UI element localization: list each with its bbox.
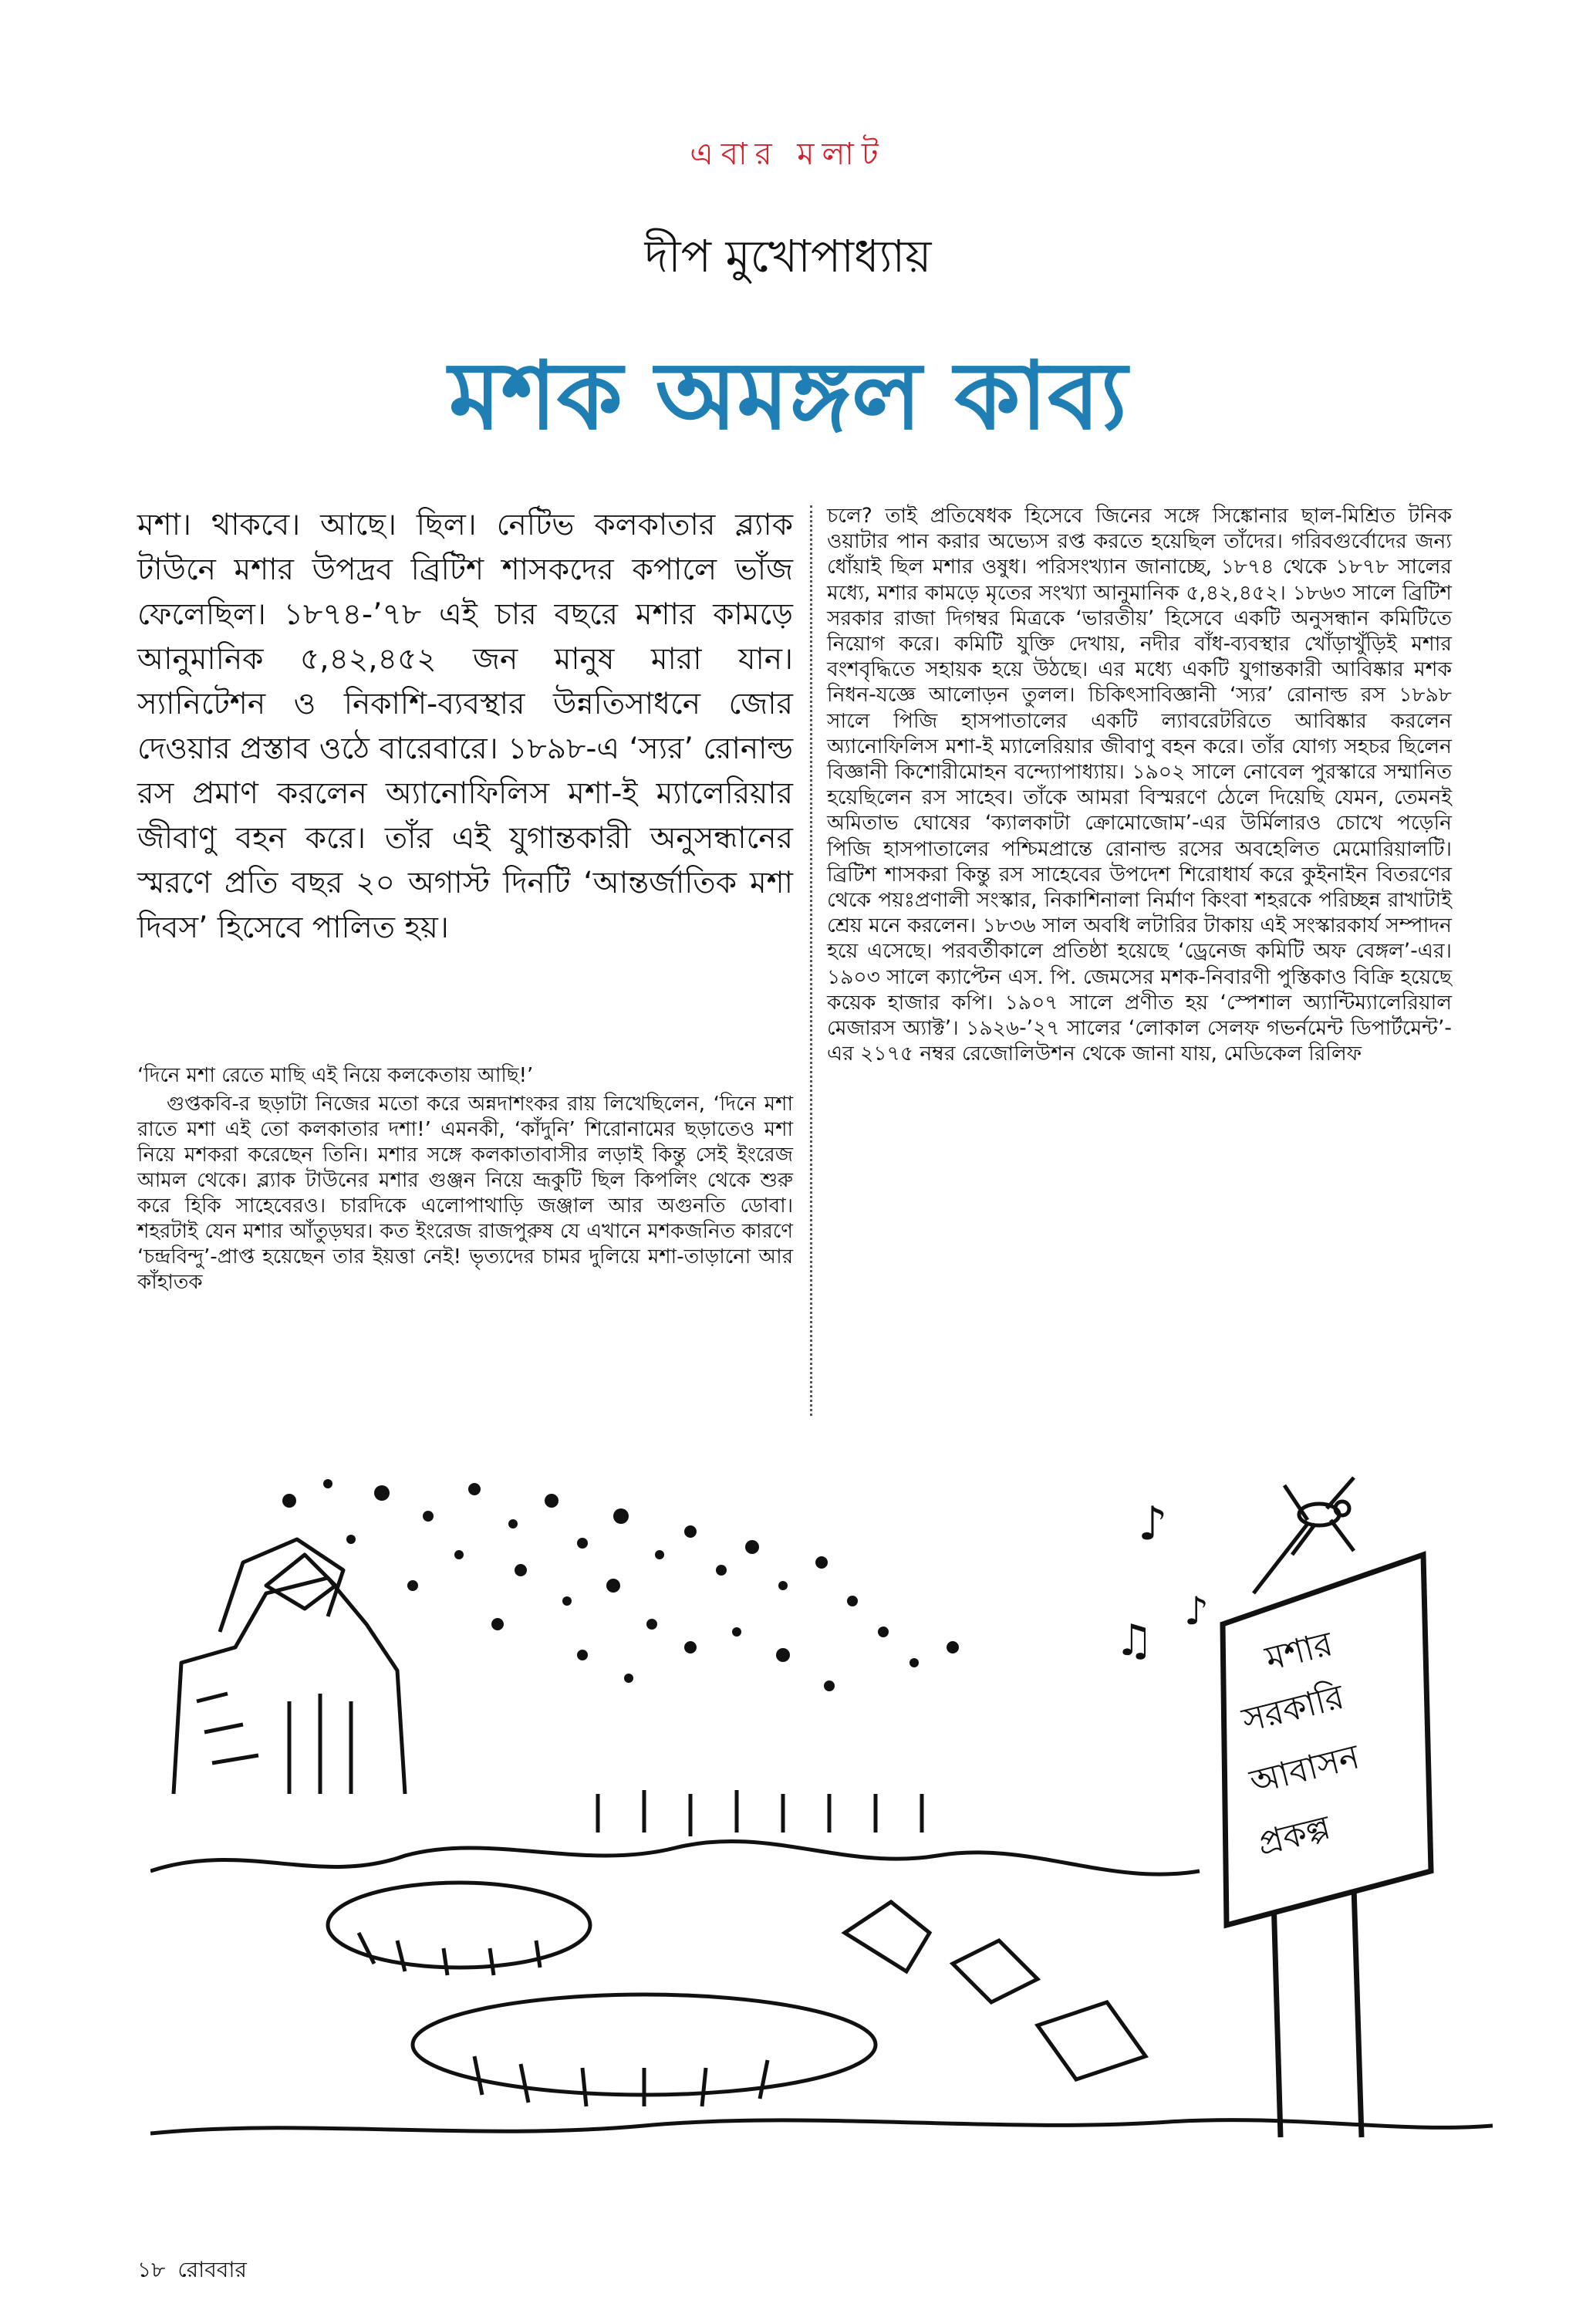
sign-line-3: আবাসন — [1246, 1737, 1364, 1802]
page-number: ১৮ — [137, 2257, 166, 2282]
section-kicker: এবার মলাট — [690, 137, 886, 172]
pond-lower — [413, 1995, 876, 2106]
column-divider — [810, 505, 812, 1416]
garbage-heap-left — [174, 1539, 405, 1794]
mosquito-on-sign — [1254, 1478, 1354, 1593]
flying-debris — [282, 1479, 959, 1691]
left-paragraph: গুপ্তকবি-র ছড়াটা নিজের মতো করে অন্নদাশংকর রায় লিখেছিলেন, ‘দিনে মশা রাতে মশা এই তো কলকাতার দশা!’ এমনকী, ‘কাঁদুনি’ শিরোনামের ছড়াতেও মশা নিয়ে মশকরা করেছেন তিনি। মশার সঙ্গে কলকাতাবাসীর লড়াই কিন্তু সেই ইংরেজ আমল থেকে। ব্ল্যাক টাউনের মশার গুঞ্জন নিয়ে ভ্রূকুটি ছিল কিপলিং থেকে শুরু করে হিকি সাহেবেরও। চারদিকে এলোপাথাড়ি জঞ্জাল আর অগুনতি ডোবা। শহরটাই যেন মশার আঁতুড়ঘর। কত ইংরেজ রাজপুরুষ যে এখানে মশকজনিত কারণে ‘চন্দ্রবিন্দু’-প্রাপ্ত হয়েছেন তার ইয়ত্তা নেই! ভৃত্যদের চামর দুলিয়ে মশা-তাড়ানো আর কাঁহাতক — [137, 1093, 793, 1294]
magazine-name: রোববার — [177, 2257, 247, 2282]
svg-text:♫: ♫ — [1115, 1616, 1154, 1666]
rhyme-quote: ‘দিনে মশা রেতে মাছি এই নিয়ে কলকেতায় আছি!’ — [137, 1064, 534, 1087]
left-column — [137, 1063, 793, 1295]
svg-text:♪: ♪ — [1138, 1497, 1168, 1551]
sign-line-4: প্রকল্প — [1254, 1808, 1335, 1864]
author-name: দীপ মুখোপাধ্যায় — [644, 230, 932, 282]
sign-line-1: মশার — [1261, 1624, 1337, 1679]
right-column: চলে? তাই প্রতিষেধক হিসেবে জিনের সঙ্গে সিঙ্কোনার ছাল-মিশ্রিত টনিক ওয়াটার পান করার অভ্যেস রপ্ত করতে হয়েছিল তাঁদের। গরিবগুর্বোদের জন্য ধোঁয়াই ছিল মশার ওষুধ। পরিসংখ্যান জানাচ্ছে, ১৮৭৪ থেকে ১৮৭৮ সালের মধ্যে, মশার কামড়ে মৃতের সংখ্যা আনুমানিক ৫,৪২,৪৫২। ১৮৬৩ সালে ব্রিটিশ সরকার রাজা দিগম্বর মিত্রকে ‘ভারতীয়’ হিসেবে একটি অনুসন্ধান কমিটিতে নিয়োগ করে। কমিটি যুক্তি দেখায়, নদীর বাঁধ-ব্যবস্থার খোঁড়াখুঁড়িই মশার বংশবৃদ্ধিতে সহায়ক হয়ে উঠছে। এর মধ্যে একটি যুগান্তকারী আবিষ্কার মশক নিধন-যজ্ঞে আলোড়ন তুলল। চিকিৎসাবিজ্ঞানী ‘স্যর’ রোনাল্ড রস ১৮৯৮ সালে পিজি হাসপাতালের একটি ল্যাবরেটরিতে আবিষ্কার করলেন অ্যানোফিলিস মশা-ই ম্যালেরিয়ার জীবাণু বহন করে। তাঁর যোগ্য সহচর ছিলেন বিজ্ঞানী কিশোরীমোহন বন্দ্যোপাধ্যায়। ১৯০২ সালে নোবেল পুরস্কারে সম্মানিত হয়েছিলেন রস সাহেব। তাঁকে আমরা বিস্মরণে ঠেলে দিয়েছি যেমন, তেমনই অমিতাভ ঘোষের ‘ক্যালকাটা ক্রোমোজোম’-এর উর্মিলারও চোখে পড়েনি পিজি হাসপাতালের পশ্চিমপ্রান্তে রোনাল্ড রসের অবহেলিত মেমোরিয়ালটি। ব্রিটিশ শাসকরা কিন্তু রস সাহেবের উপদেশ শিরোধার্য করে কুইনাইন বিতরণের থেকে পয়ঃপ্রণালী সংস্কার, নিকাশিনালা নির্মাণ কিংবা শহরকে পরিচ্ছন্ন রাখাটাই শ্রেয় মনে করলেন। ১৮৩৬ সাল অবধি লটারির টাকায় এই সংস্কারকার্য সম্পাদন হয়ে এসেছে। পরবর্তীকালে প্রতিষ্ঠা হয়েছে ‘ড্রেনেজ কমিটি অফ বেঙ্গল’-এর। ১৯০৩ সালে ক্যাপ্টেন এস. পি. জেমসের মশক-নিবারণী পুস্তিকাও বিক্রি হয়েছে কয়েক হাজার কপি। ১৯০৭ সালে প্রণীত হয় ‘স্পেশাল অ্যান্টিম্যালেরিয়াল মেজারস অ্যাক্ট’। ১৯২৬-’২৭ সালের ‘লোকাল সেলফ গভর্নমেন্ট ডিপার্টমেন্ট’-এর ২১৭৫ নম্বর রেজোলিউশন থেকে জানা যায়, মেডিকেল রিলিফ — [827, 504, 1452, 1066]
sign-line-2: সরকারি — [1238, 1677, 1348, 1741]
pond-upper — [328, 1883, 590, 1975]
page-footer — [137, 2253, 259, 2289]
svg-text:♪: ♪ — [1184, 1589, 1209, 1633]
music-note-icons — [1115, 1497, 1209, 1666]
lead-paragraph: মশা। থাকবে। আছে। ছিল। নেটিভ কলকাতার ব্ল্যাক টাউনে মশার উপদ্রব ব্রিটিশ শাসকদের কপালে ভাঁজ ফেলেছিল। ১৮৭৪-’৭৮ এই চার বছরে মশার কামড়ে আনুমানিক ৫,৪২,৪৫২ জন মানুষ মারা যান। স্যানিটেশন ও নিকাশি-ব্যবস্থার উন্নতিসাধনে জোর দেওয়ার প্রস্তাব ওঠে বারেবারে। ১৮৯৮-এ ‘স্যর’ রোনাল্ড রস প্রমাণ করলেন অ্যানোফিলিস মশা-ই ম্যালেরিয়ার জীবাণু বহন করে। তাঁর এই যুগান্তকারী অনুসন্ধানের স্মরণে প্রতি বছর ২০ অগাস্ট দিনটি ‘আন্তর্জাতিক মশা দিবস’ হিসেবে পালিত হয়। — [137, 508, 793, 945]
mosquito-cartoon-illustration — [150, 1470, 1493, 2141]
housing-project-sign — [1223, 1478, 1431, 2137]
article-title: মশক অমঙ্গল কাব্য — [448, 341, 1128, 451]
